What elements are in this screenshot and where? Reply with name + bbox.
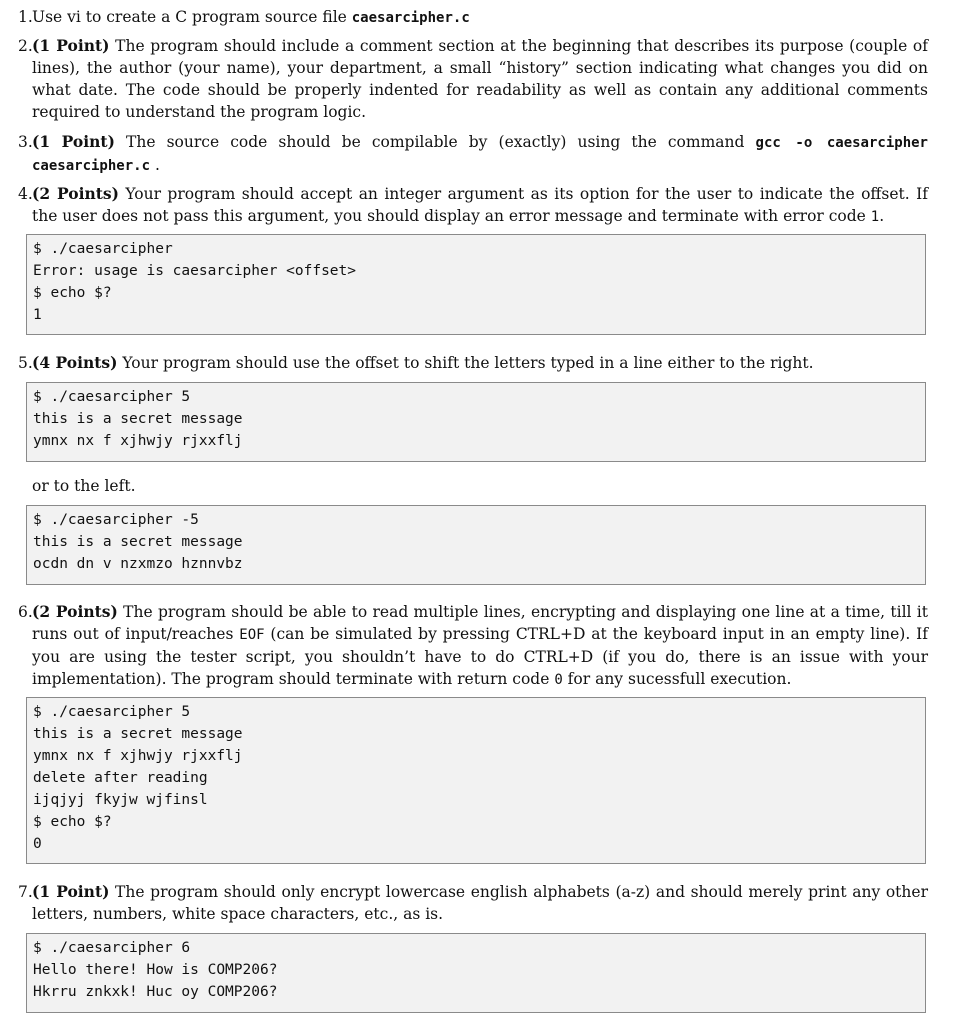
code-line: $ ./caesarcipher 5: [33, 704, 191, 720]
code-line: 0: [33, 836, 42, 852]
code-block-multiline: [26, 697, 926, 864]
code-block-shift-left: [26, 505, 926, 585]
code-line: ymnx nx f xjhwjy rjxxflj: [33, 748, 243, 764]
code-line: $ ./caesarcipher 5: [33, 389, 191, 405]
item-text: (can be simulated by pressing CTRL+D at the keyboard input in an empty line). If you are using the tester script, you shouldn’t have to do CTRL+D (if you do, there is an issue with your implementation). The program should terminate with return code: [32, 625, 928, 688]
code-line: this is a secret message: [33, 534, 243, 550]
item-text: The program should include a comment section at the beginning that describes its purpose (couple of lines), the author (your name), your department, a small “history” section indicating what changes you did on what date. The code should be properly indented for readability as well as contain any additional comments required to understand the program logic.: [32, 37, 929, 121]
item-number: 3.: [18, 133, 33, 151]
filename-code: caesarcipher.c: [351, 10, 470, 26]
code-line: $ ./caesarcipher -5: [33, 512, 199, 528]
points-label: (1 Point): [32, 882, 110, 901]
points-label: (2 Points): [32, 602, 118, 621]
compile-command: gcc -o caesarcipher caesarcipher.c: [32, 135, 928, 174]
item-text: Use vi to create a C program source file: [32, 8, 352, 26]
error-code: 1: [870, 209, 880, 225]
item-suffix: .: [879, 207, 885, 225]
item-3: [18, 131, 928, 177]
code-line: Hkrru znkxk! Huc oy COMP206?: [33, 984, 278, 1000]
item-number: 4.: [18, 185, 33, 203]
item-number: 1.: [18, 8, 33, 26]
code-line: $ echo $?: [33, 285, 112, 301]
code-line: Hello there! How is COMP206?: [33, 962, 278, 978]
points-label: (1 Point): [32, 132, 115, 151]
item-number: 7.: [18, 883, 33, 901]
code-block-usage-error: [26, 234, 926, 335]
item-7: [18, 881, 928, 925]
code-line: $ ./caesarcipher 6: [33, 940, 191, 956]
item-number: 5.: [18, 354, 33, 372]
item-text: The program should only encrypt lowercase english alphabets (a-z) and should merely print any other letters, numbers, white space characters, etc., as is.: [32, 883, 928, 923]
item-suffix: .: [150, 156, 160, 174]
item-1: [18, 6, 928, 29]
code-line: delete after reading: [33, 770, 208, 786]
item-text: The program should be able to read multiple lines, encrypting and displaying one line at a time, till it runs out of input/reaches: [32, 603, 928, 643]
code-line: ymnx nx f xjhwjy rjxxflj: [33, 433, 243, 449]
return-code: 0: [554, 672, 563, 688]
code-block-shift-right: [26, 382, 926, 462]
code-line: 1: [33, 307, 42, 323]
item-text: Your program should use the offset to shift the letters typed in a line either to the right.: [117, 354, 814, 372]
eof-code: EOF: [239, 627, 265, 643]
code-line: ijqjyj fkyjw wjfinsl: [33, 792, 208, 808]
code-line: this is a secret message: [33, 726, 243, 742]
code-line: ocdn dn v nzxmzo hznnvbz: [33, 556, 243, 572]
code-block-non-lowercase: [26, 933, 926, 1013]
code-line: this is a secret message: [33, 411, 243, 427]
or-to-the-left-text: or to the left.: [32, 477, 136, 495]
code-line: $ ./caesarcipher: [33, 241, 173, 257]
item-number: 6.: [18, 603, 33, 621]
item-4: [18, 183, 928, 228]
points-label: (1 Point): [32, 36, 110, 55]
item-text: Your program should accept an integer argument as its option for the user to indicate the offset. If the user does not pass this argument, you should display an error message and terminate with error code: [32, 185, 928, 225]
points-label: (2 Points): [32, 184, 119, 203]
points-label: (4 Points): [32, 353, 118, 372]
code-line: $ echo $?: [33, 814, 112, 830]
item-text: for any sucessfull execution.: [562, 670, 792, 688]
item-2: [18, 35, 928, 123]
item-text: The source code should be compilable by (exactly) using the command: [114, 133, 756, 151]
item-5: [18, 352, 928, 374]
item-6: [18, 601, 928, 691]
item-number: 2.: [18, 37, 33, 55]
code-line: Error: usage is caesarcipher <offset>: [33, 263, 357, 279]
